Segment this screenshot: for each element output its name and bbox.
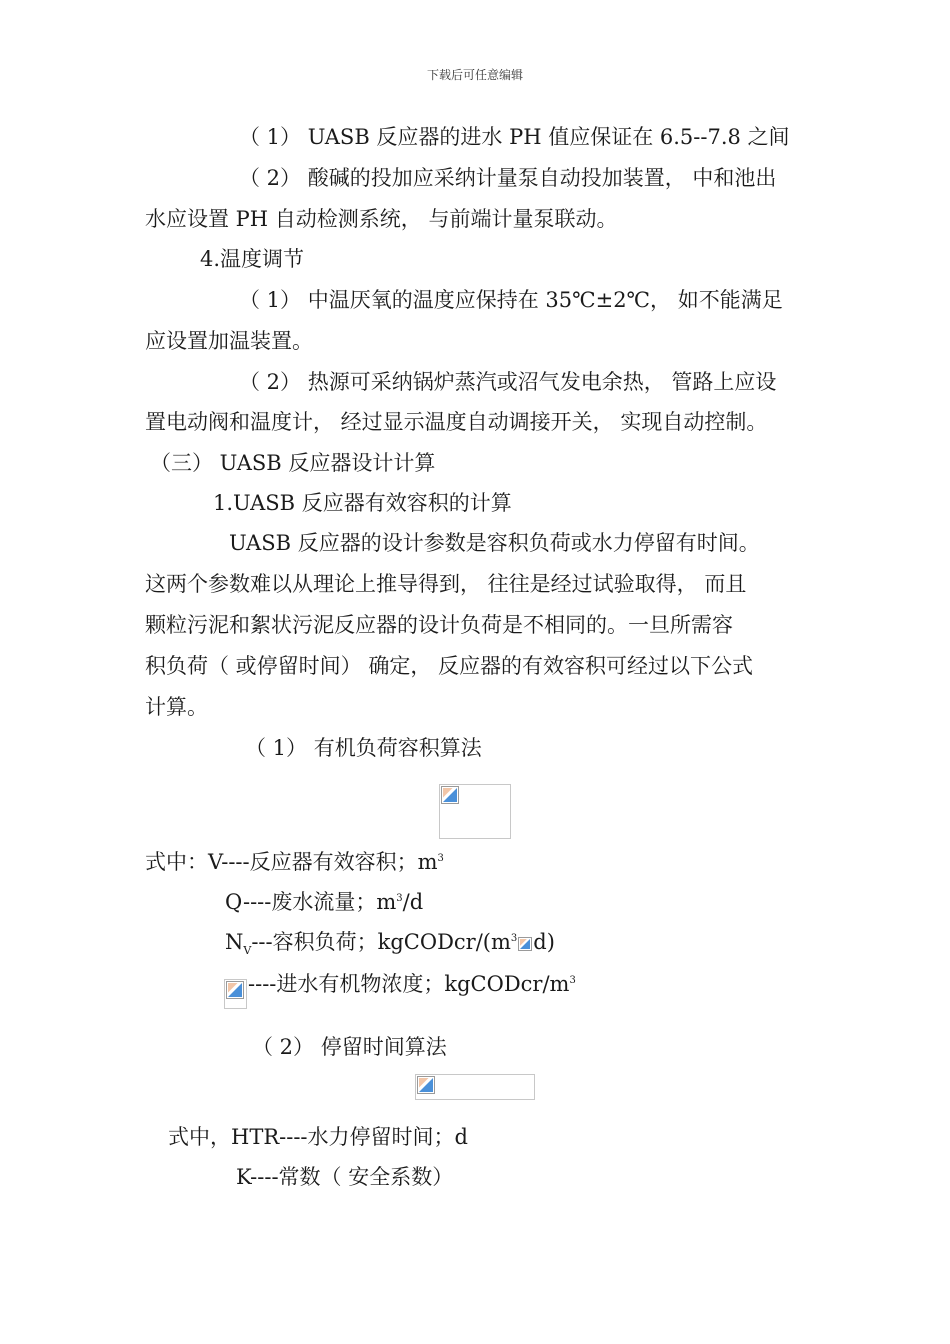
broken-image-icon — [518, 937, 532, 951]
text-line: 颗粒污泥和絮状污泥反应器的设计负荷是不相同的。一旦所需容 — [145, 613, 733, 637]
text-line: UASB 反应器的设计参数是容积负荷或水力停留有时间。 — [229, 531, 760, 555]
subsection-heading: （ 2） 停留时间算法 — [252, 1035, 447, 1059]
definition-line: 式中：V----反应器有效容积；$m^3$ — [145, 850, 444, 874]
definition-line: Q----废水流量；$m^3/d$ — [225, 890, 424, 914]
text-line: （ 1） UASB 反应器的进水 PH 值应保证在 6.5--7.8 之间 — [239, 125, 790, 149]
subsection-heading: （ 1） 有机负荷容积算法 — [245, 736, 482, 760]
definition-line: $N_V---$容积负荷；kgCODcr/($m^3$ d) — [225, 930, 555, 958]
text-line: 积负荷（ 或停留时间） 确定， 反应器的有效容积可经过以下公式 — [145, 654, 754, 678]
text-line: （ 2） 热源可采纳锅炉蒸汽或沼气发电余热， 管路上应设 — [239, 370, 777, 394]
definition-line: K----常数（ 安全系数） — [236, 1165, 454, 1189]
text-line: 水应设置 PH 自动检测系统， 与前端计量泵联动。 — [145, 207, 618, 231]
subsection-heading: 1.UASB 反应器有效容积的计算 — [213, 491, 512, 515]
formula-image-placeholder — [415, 1074, 535, 1100]
definition-line: ----进水有机物浓度；kgCODcr/$m^3$ — [248, 972, 576, 996]
symbol-image-placeholder — [224, 979, 247, 1009]
page-header: 下载后可任意编辑 — [426, 68, 523, 82]
section-heading: （三） UASB 反应器设计计算 — [150, 451, 436, 475]
text-line: 置电动阀和温度计， 经过显示温度自动调接开关， 实现自动控制。 — [145, 410, 768, 434]
text-line: （ 1） 中温厌氧的温度应保持在 35℃±2℃， 如不能满足 — [239, 288, 783, 312]
text-line: （ 2） 酸碱的投加应采纳计量泵自动投加装置， 中和池出 — [239, 166, 777, 190]
broken-image-icon — [441, 786, 459, 804]
text-line: 这两个参数难以从理论上推导得到， 往往是经过试验取得， 而且 — [145, 572, 747, 596]
text-line: 计算。 — [145, 695, 208, 719]
definition-line: 式中，HTR----水力停留时间；d — [168, 1125, 468, 1149]
text-line: 应设置加温装置。 — [145, 329, 313, 353]
section-heading: 4.温度调节 — [200, 247, 305, 271]
broken-image-icon — [226, 981, 244, 999]
broken-image-icon — [417, 1076, 435, 1094]
formula-image-placeholder — [439, 784, 511, 839]
